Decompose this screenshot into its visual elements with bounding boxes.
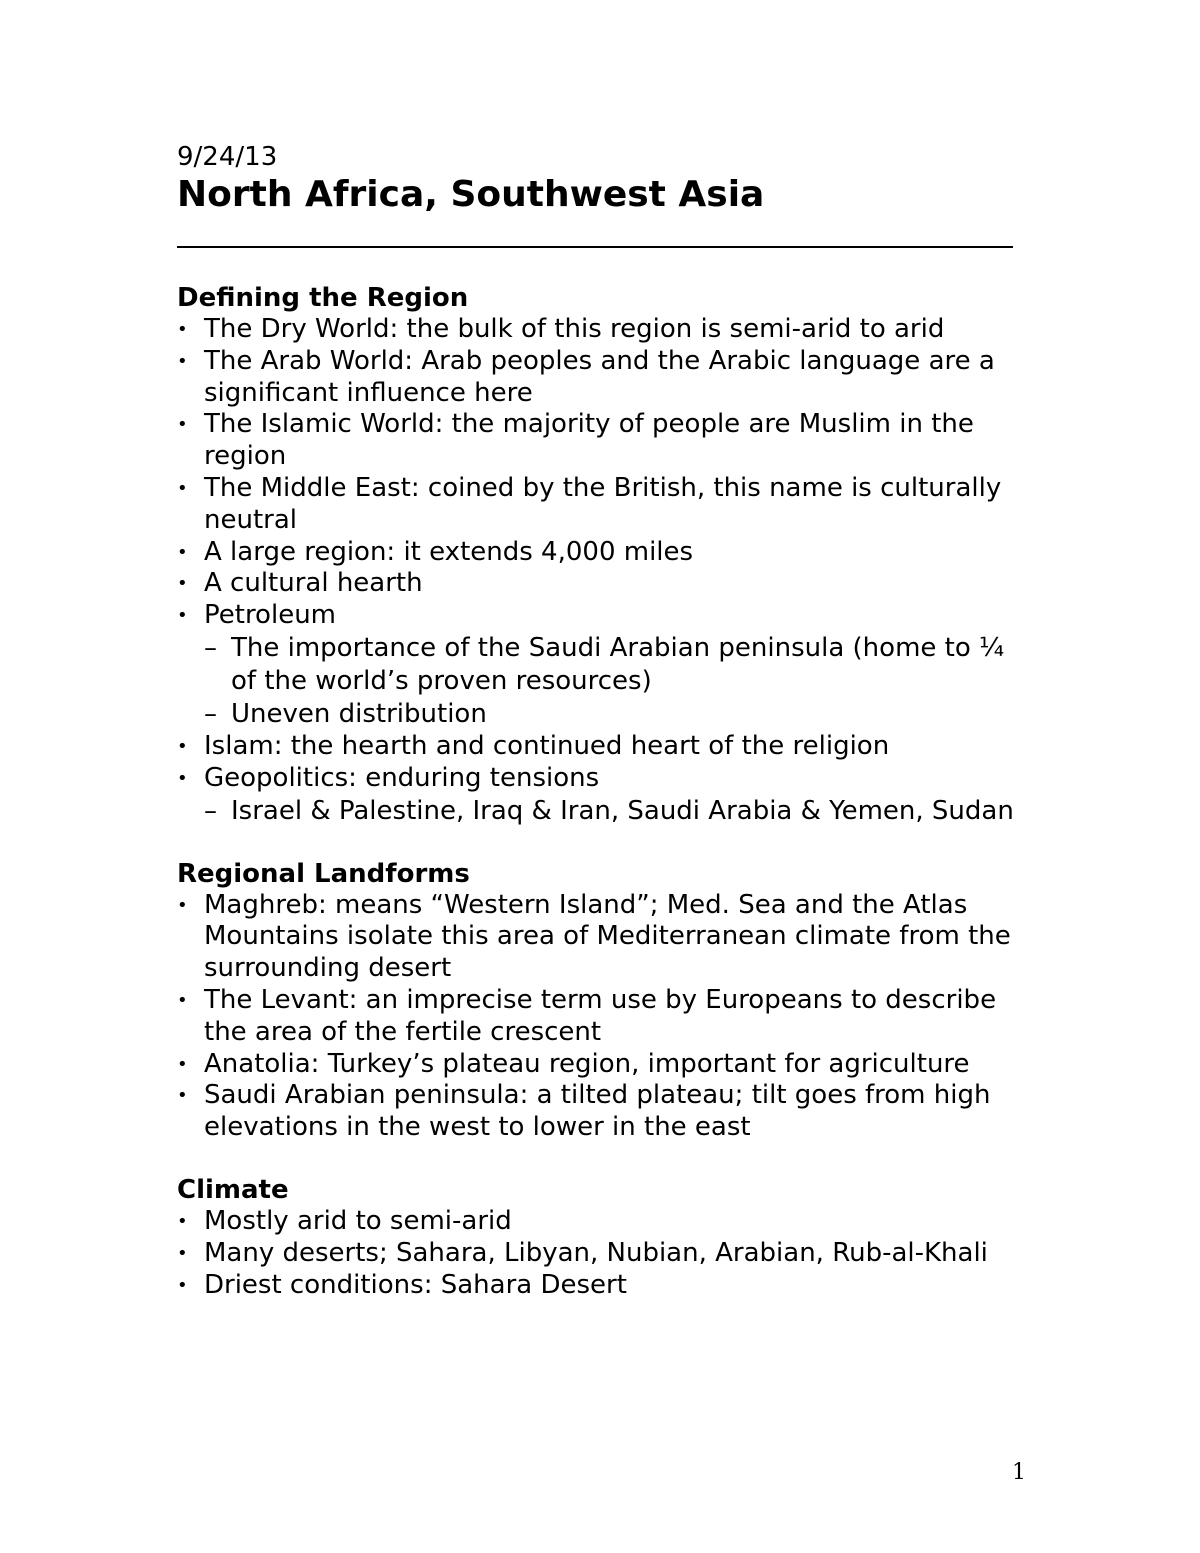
sub-list-item (204, 632, 1022, 698)
list-item (177, 1238, 1022, 1270)
bullet-icon: • (177, 1053, 188, 1075)
page-content (177, 140, 1022, 1331)
list-item (177, 1049, 1022, 1081)
document-title: North Africa, Southwest Asia (177, 174, 765, 215)
list-item (177, 1080, 1022, 1144)
list-item (177, 600, 1022, 731)
list-item (177, 1206, 1022, 1238)
section-heading: Regional Landforms (177, 858, 470, 889)
list-item-text: The Middle East: coined by the British, this name is culturally neutral (204, 472, 1002, 535)
list-item-text: Petroleum (204, 600, 336, 631)
list-item (177, 1270, 1022, 1302)
list-item (177, 473, 1022, 537)
title-divider (177, 246, 1013, 248)
list-item (177, 314, 1022, 346)
list-item-text: Driest conditions: Sahara Desert (204, 1269, 627, 1300)
sub-list-item-text: The importance of the Saudi Arabian peninsula (home to ¼ of the world’s proven resources) (231, 632, 1005, 696)
bullet-icon: • (177, 541, 188, 563)
list-item-text: Islam: the hearth and continued heart of the religion (204, 730, 890, 761)
section-defining-the-region (177, 282, 1022, 828)
bullet-icon: • (177, 350, 188, 372)
list-item-text: The Islamic World: the majority of people are Muslim in the region (204, 409, 974, 472)
bullet-icon: • (177, 1242, 188, 1264)
bullet-icon: • (177, 319, 188, 340)
dash-icon: – (204, 698, 217, 729)
sub-list (204, 795, 1022, 828)
dash-icon: – (204, 632, 217, 663)
sub-list-item (204, 698, 1022, 731)
list-item (177, 409, 1022, 473)
bullet-icon: • (177, 894, 188, 916)
sub-list-item-text: Israel & Palestine, Iraq & Iran, Saudi Arabia & Yemen, Sudan (231, 795, 1014, 826)
list-item-text: Many deserts; Sahara, Libyan, Nubian, Arabian, Rub-al-Khali (204, 1237, 988, 1268)
list-item-text: Geopolitics: enduring tensions (204, 762, 600, 793)
section-regional-landforms (177, 858, 1022, 1144)
bullet-list (177, 890, 1022, 1144)
list-item (177, 890, 1022, 985)
bullet-icon: • (177, 735, 188, 757)
sub-list (204, 632, 1022, 731)
document-date: 9/24/13 (177, 142, 278, 172)
list-item-text: The Dry World: the bulk of this region is semi-arid to arid (204, 314, 945, 344)
bullet-icon: • (177, 477, 188, 499)
section-climate (177, 1174, 1022, 1301)
bullet-icon: • (177, 573, 188, 595)
bullet-list (177, 1206, 1022, 1301)
sub-list-item-text: Uneven distribution (231, 698, 487, 729)
list-item (177, 568, 1022, 600)
list-item-text: The Arab World: Arab peoples and the Arabic language are a significant influence here (204, 345, 995, 408)
list-item-text: A large region: it extends 4,000 miles (204, 536, 694, 567)
bullet-icon: • (177, 414, 188, 436)
dash-icon: – (204, 795, 217, 826)
list-item-text: Anatolia: Turkey’s plateau region, important for agriculture (204, 1048, 970, 1079)
list-item-text: Mostly arid to semi-arid (204, 1205, 512, 1236)
list-item (177, 763, 1022, 828)
section-heading: Defining the Region (177, 283, 469, 313)
list-item (177, 537, 1022, 569)
sub-list-item (204, 795, 1022, 828)
bullet-list (177, 314, 1022, 828)
bullet-icon: • (177, 605, 188, 627)
bullet-icon: • (177, 989, 188, 1011)
bullet-icon: • (177, 1085, 188, 1107)
page-number: 1 (1012, 1460, 1026, 1485)
list-item (177, 731, 1022, 763)
bullet-icon: • (177, 767, 188, 789)
list-item-text: Saudi Arabian peninsula: a tilted plateau; tilt goes from high elevations in the west to lower in the east (204, 1080, 991, 1143)
list-item (177, 346, 1022, 410)
list-item-text: Maghreb: means “Western Island”; Med. Sea and the Atlas Mountains isolate this area of Mediterranean climate from the surrounding desert (204, 889, 1011, 984)
list-item-text: A cultural hearth (204, 568, 423, 599)
list-item-text: The Levant: an imprecise term use by Europeans to describe the area of the fertile crescent (204, 984, 997, 1047)
section-heading: Climate (177, 1174, 289, 1205)
bullet-icon: • (177, 1274, 188, 1296)
list-item (177, 985, 1022, 1049)
bullet-icon: • (177, 1210, 188, 1232)
